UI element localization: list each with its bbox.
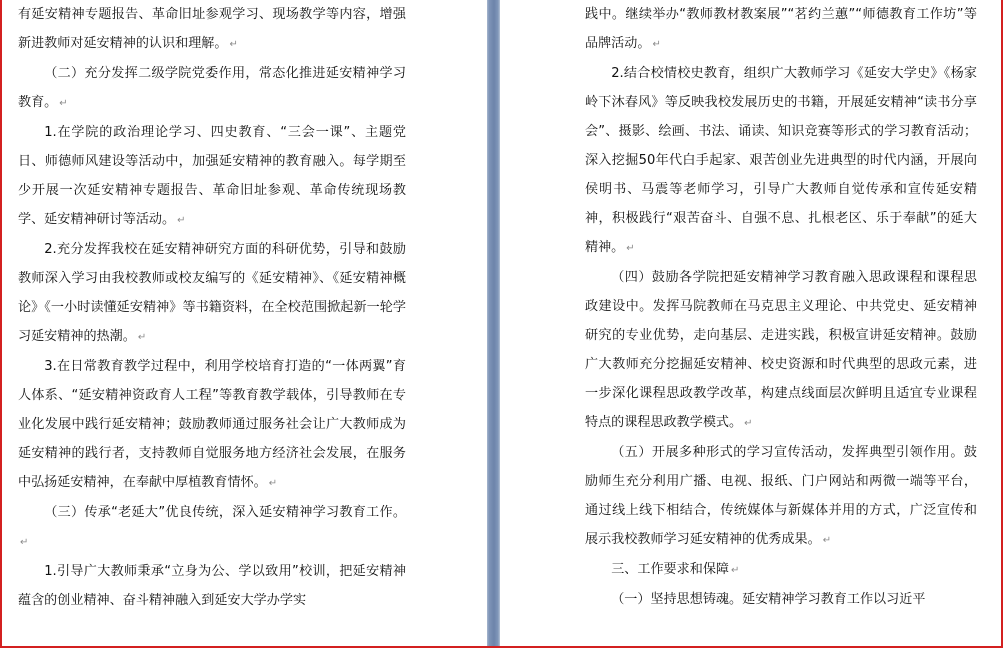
paragraph-mark-icon: ↵ (59, 98, 68, 109)
paragraph (18, 0, 406, 59)
paragraph-text: 1.在学院的政治理论学习、四史教育、“三会一课”、主题党日、师德师风建设等活动中，加强延安精神的教育融入。每学期至少开展一次延安精神专题报告、革命旧址参观、革命传统现场教学、延安精神研讨等活动。 (18, 125, 406, 227)
document-page-right (500, 0, 1001, 648)
paragraph-mark-icon: ↵ (626, 243, 635, 254)
paragraph (585, 585, 977, 614)
paragraph-text: （二）充分发挥二级学院党委作用，常态化推进延安精神学习教育。 (18, 66, 406, 110)
paragraph-mark-icon: ↵ (731, 565, 740, 576)
paragraph (585, 0, 977, 59)
paragraph-mark-icon: ↵ (20, 537, 29, 548)
paragraph-text: （四）鼓励各学院把延安精神学习教育融入思政课程和课程思政建设中。发挥马院教师在马克思主义理论、中共党史、延安精神研究的专业优势，走向基层、走进实践，积极宣讲延安精神。鼓励广大教师充分挖掘延安精神、校史资源和时代典型的思政元素，进一步深化课程思政教学改革，构建点线面层次鲜明且适宜专业课程特点的课程思政教学模式。 (585, 270, 977, 430)
paragraph (585, 263, 977, 438)
paragraph-text: 2.结合校情校史教育，组织广大教师学习《延安大学史》《杨家岭下沐春风》等反映我校发展历史的书籍，开展延安精神“读书分享会”、摄影、绘画、书法、诵读、知识竞赛等形式的学习教育活动；深入挖掘50年代白手起家、艰苦创业先进典型的时代内涵，开展向侯明书、马震等老师学习，引导广大教师自觉传承和宣传延安精神，积极践行“艰苦奋斗、自强不息、扎根老区、乐于奉献”的延大精神。 (585, 66, 977, 255)
paragraph (18, 235, 406, 352)
paragraph-mark-icon: ↵ (137, 332, 147, 343)
paragraph (18, 352, 406, 498)
paragraph-text: （一）坚持思想铸魂。延安精神学习教育工作以习近平 (611, 592, 926, 607)
paragraph-mark-icon: ↵ (177, 215, 186, 226)
paragraph-text: （三）传承“老延大”优良传统，深入延安精神学习教育工作。 (44, 505, 406, 520)
paragraph (585, 555, 977, 585)
paragraph-text: 有延安精神专题报告、革命旧址参观学习、现场教学等内容，增强新进教师对延安精神的认识和理解。 (18, 7, 406, 51)
paragraph (18, 118, 406, 235)
paragraph-mark-icon: ↵ (229, 39, 238, 50)
paragraph-text: （五）开展多种形式的学习宣传活动，发挥典型引领作用。鼓励师生充分利用广播、电视、报纸、门户网站和两微一端等平台，通过线上线下相结合，传统媒体与新媒体并用的方式，广泛宣传和展示我校教师学习延安精神的优秀成果。 (585, 445, 977, 547)
paragraph (18, 59, 406, 118)
paragraph (585, 59, 977, 263)
paragraph-text: 3.在日常教育教学过程中，利用学校培育打造的“一体两翼”育人体系、“延安精神资政育人工程”等教育教学载体，引导教师在专业化发展中践行延安精神；鼓励教师通过服务社会让广大教师成为延安精神的践行者，支持教师自觉服务地方经济社会发展，在服务中弘扬延安精神，在奉献中厚植教育情怀。 (18, 359, 406, 490)
page-body (585, 0, 977, 614)
document-page-left (0, 0, 487, 648)
paragraph-mark-icon: ↵ (744, 418, 753, 429)
paragraph (18, 498, 406, 557)
paragraph-mark-icon: ↵ (268, 478, 278, 489)
paragraph-text: 三、工作要求和保障 (611, 562, 730, 577)
paragraph-mark-icon: ↵ (822, 535, 832, 546)
paragraph-mark-icon: ↵ (652, 39, 661, 50)
page-body (18, 0, 406, 615)
paragraph-text: 践中。继续举办“教师教材教案展”“茗约兰蕙”“师德教育工作坊”等品牌活动。 (585, 7, 977, 51)
paragraph (18, 557, 406, 615)
page-gap (487, 0, 500, 648)
paragraph-text: 1.引导广大教师秉承“立身为公、学以致用”校训，把延安精神蕴含的创业精神、奋斗精神融入到延安大学办学实 (18, 564, 406, 608)
paragraph (585, 438, 977, 555)
paragraph-text: 2.充分发挥我校在延安精神研究方面的科研优势，引导和鼓励教师深入学习由我校教师或校友编写的《延安精神》、《延安精神概论》《一小时读懂延安精神》等书籍资料，在全校范围掀起新一轮学习延安精神的热潮。 (18, 242, 406, 344)
frame-border-left (0, 0, 2, 648)
